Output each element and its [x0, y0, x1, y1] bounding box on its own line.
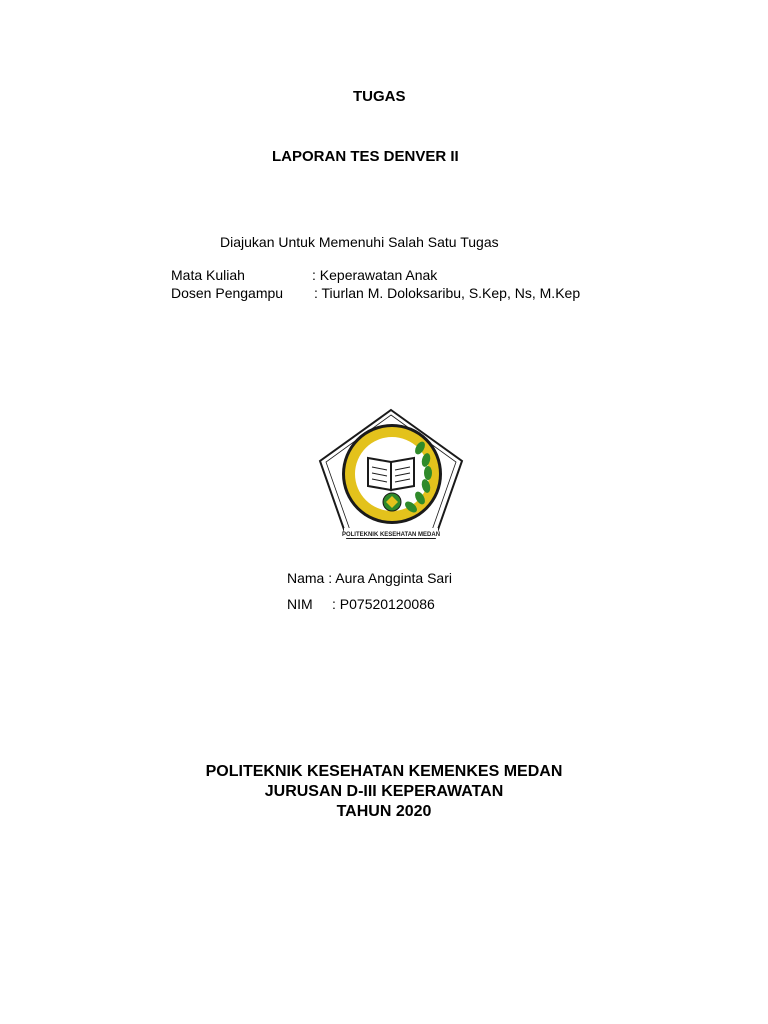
student-name: Nama : Aura Angginta Sari — [287, 570, 452, 586]
page-heading: TUGAS — [353, 88, 406, 105]
nim-value: : P07520120086 — [332, 596, 435, 612]
lecturer-label: Dosen Pengampu — [171, 285, 284, 301]
institution-name: POLITEKNIK KESEHATAN KEMENKES MEDAN — [205, 763, 563, 780]
emblem-badge-icon — [383, 493, 401, 511]
course-label: Mata Kuliah — [171, 267, 245, 283]
logo-caption: POLITEKNIK KESEHATAN MEDAN — [341, 532, 441, 538]
course-value: : Keperawatan Anak — [312, 267, 438, 283]
lecturer-value: : Tiurlan M. Doloksaribu, S.Kep, Ns, M.Kep — [314, 285, 581, 301]
document-year: TAHUN 2020 — [336, 803, 432, 820]
institution-logo-icon — [316, 406, 466, 546]
department-name: JURUSAN D-III KEPERAWATAN — [264, 783, 504, 800]
open-book-icon — [368, 458, 414, 490]
purpose-line: Diajukan Untuk Memenuhi Salah Satu Tugas — [220, 234, 499, 250]
report-title: LAPORAN TES DENVER II — [272, 148, 459, 165]
nim-label: NIM — [287, 596, 313, 612]
